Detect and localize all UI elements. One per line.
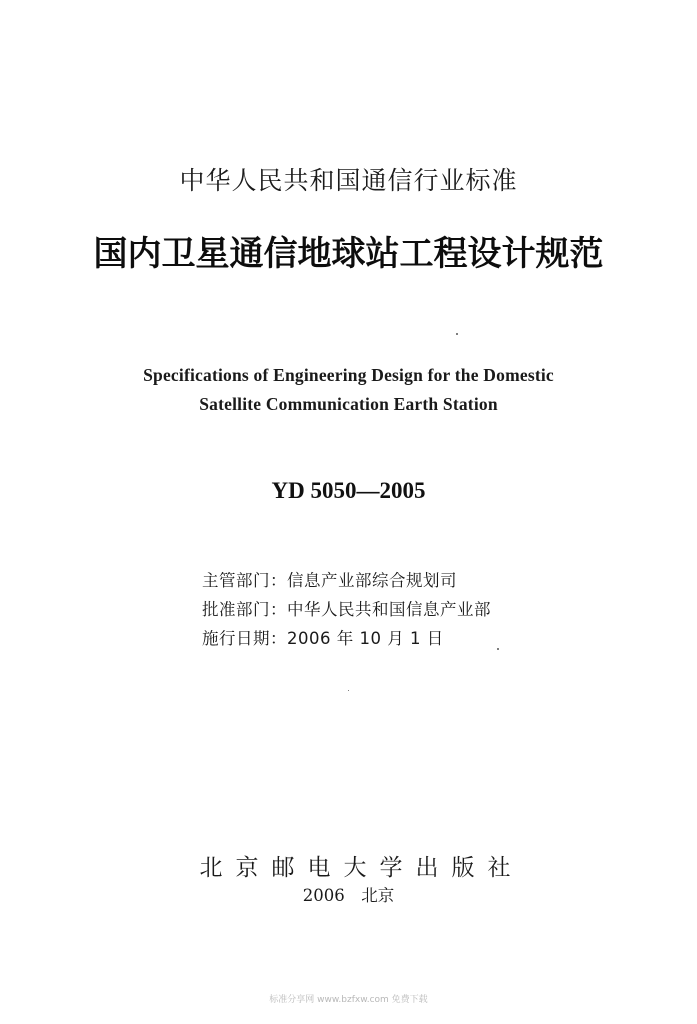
title-english-line-1: Specifications of Engineering Design for the Domestic xyxy=(143,365,554,385)
scan-speck xyxy=(456,333,458,335)
industry-standard-heading: 中华人民共和国通信行业标准 xyxy=(179,166,518,195)
watermark-text: 标准分享网 www.bzfxw.com 免费下载 xyxy=(269,995,428,1005)
standard-code: YD 5050—2005 xyxy=(271,478,426,503)
title-english-line-2: Satellite Communication Earth Station xyxy=(199,394,498,414)
scan-speck xyxy=(497,648,499,650)
title-chinese: 国内卫星通信地球站工程设计规范 xyxy=(93,234,604,274)
approver-line: 批准部门：中华人民共和国信息产业部 xyxy=(202,600,491,619)
publisher-name: 北京邮电大学出版社 xyxy=(199,855,524,881)
scan-speck xyxy=(348,690,349,691)
authority-line: 主管部门：信息产业部综合规划司 xyxy=(202,571,457,590)
publication-date-place: 2006 北京 xyxy=(302,886,395,905)
effective-date-line: 施行日期：2006 年 10 月 1 日 xyxy=(202,629,444,648)
